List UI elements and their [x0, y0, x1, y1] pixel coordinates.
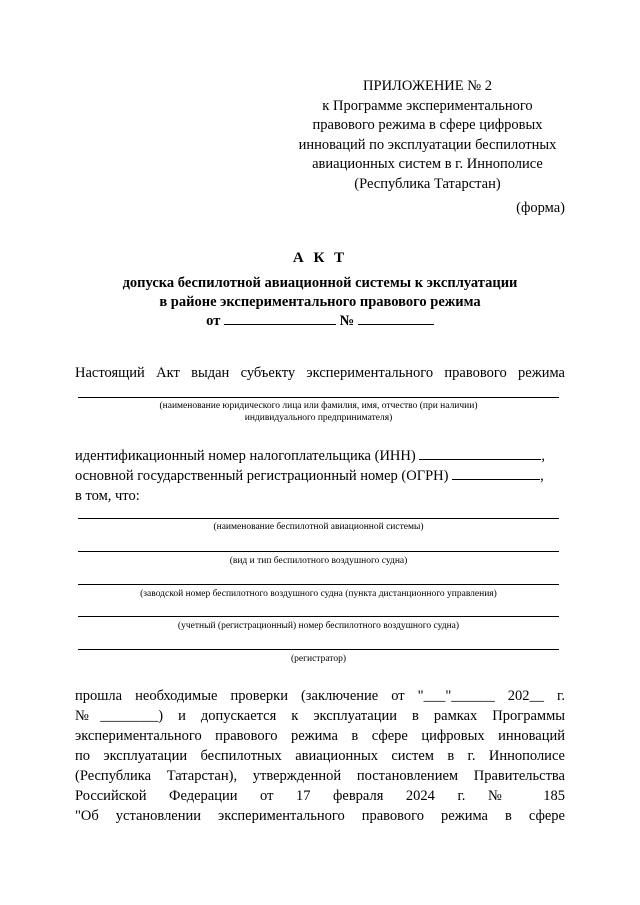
appendix-line: к Программе экспериментального [322, 97, 533, 114]
in-that-label: в том, что: [75, 488, 140, 504]
serial-number-line[interactable] [78, 584, 559, 585]
registrar-note: (регистратор) [290, 654, 346, 664]
ogrn-field[interactable] [452, 467, 540, 480]
number-label: № [339, 313, 355, 329]
appendix-header [290, 77, 565, 195]
subtitle-line: в районе экспериментального правового режима [159, 294, 481, 310]
entity-name-line[interactable] [78, 397, 559, 398]
uas-name-line[interactable] [78, 518, 559, 519]
note-line: (наименование юридического лица или фамилия, имя, отчество (при наличии) [159, 401, 478, 411]
document-subtitle [0, 274, 640, 331]
appendix-line: ПРИЛОЖЕНИЕ № 2 [363, 78, 492, 94]
ogrn-line [75, 466, 565, 486]
aircraft-type-line[interactable] [78, 551, 559, 552]
appendix-line: авиационных систем в г. Иннополисе [312, 156, 543, 173]
appendix-line: инноваций по эксплуатации беспилотных [298, 136, 557, 153]
from-label: от [206, 313, 221, 329]
appendix-line: (Республика Татарстан) [354, 175, 501, 192]
registration-number-note: (учетный (регистрационный) номер беспилотного воздушного судна) [177, 621, 460, 631]
inn-line [75, 446, 565, 466]
body-line: прошла необходимые проверки (заключение от "___"______ 202__ г. [75, 688, 565, 704]
inn-label: идентификационный номер налогоплательщика (ИНН) [75, 448, 416, 464]
registration-number-line[interactable] [78, 616, 559, 617]
registrar-line[interactable] [78, 649, 559, 650]
form-label: (форма) [516, 200, 565, 216]
body-line: "Об установлении экспериментального правового режима в сфере [75, 808, 565, 824]
intro-paragraph [75, 363, 565, 383]
comma: , [541, 448, 545, 464]
appendix-line: правового режима в сфере цифровых [312, 117, 543, 134]
note-line: индивидуального предпринимателя) [244, 413, 393, 423]
date-field[interactable] [224, 312, 336, 325]
body-line: по эксплуатации беспилотных авиационных систем в г. Иннополисе [75, 748, 565, 764]
comma: , [540, 468, 544, 484]
inn-field[interactable] [419, 447, 541, 460]
document-title: А К Т [292, 250, 348, 266]
aircraft-type-note: (вид и тип беспилотного воздушного судна) [229, 556, 408, 566]
body-paragraph [75, 686, 565, 826]
subtitle-line: допуска беспилотной авиационной системы к эксплуатации [122, 275, 518, 291]
number-field[interactable] [358, 312, 434, 325]
body-line: №________) и допускается к эксплуатации в рамках Программы [75, 708, 565, 724]
date-number-line [0, 312, 640, 331]
body-line: Российской Федерации от 17 февраля 2024 г. № 185 [75, 788, 565, 804]
body-line: (Республика Татарстан), утвержденной постановлением Правительства [75, 768, 565, 784]
intro-text: Настоящий Акт выдан субъекту экспериментального правового режима [75, 365, 565, 381]
entity-name-note [78, 400, 559, 424]
uas-name-note: (наименование беспилотной авиационной системы) [213, 522, 424, 532]
ogrn-label: основной государственный регистрационный номер (ОГРН) [75, 468, 449, 484]
serial-number-note: (заводской номер беспилотного воздушного судна (пункта дистанционного управления) [140, 589, 497, 599]
body-line: экспериментального правового режима в сфере цифровых инноваций [75, 728, 565, 744]
